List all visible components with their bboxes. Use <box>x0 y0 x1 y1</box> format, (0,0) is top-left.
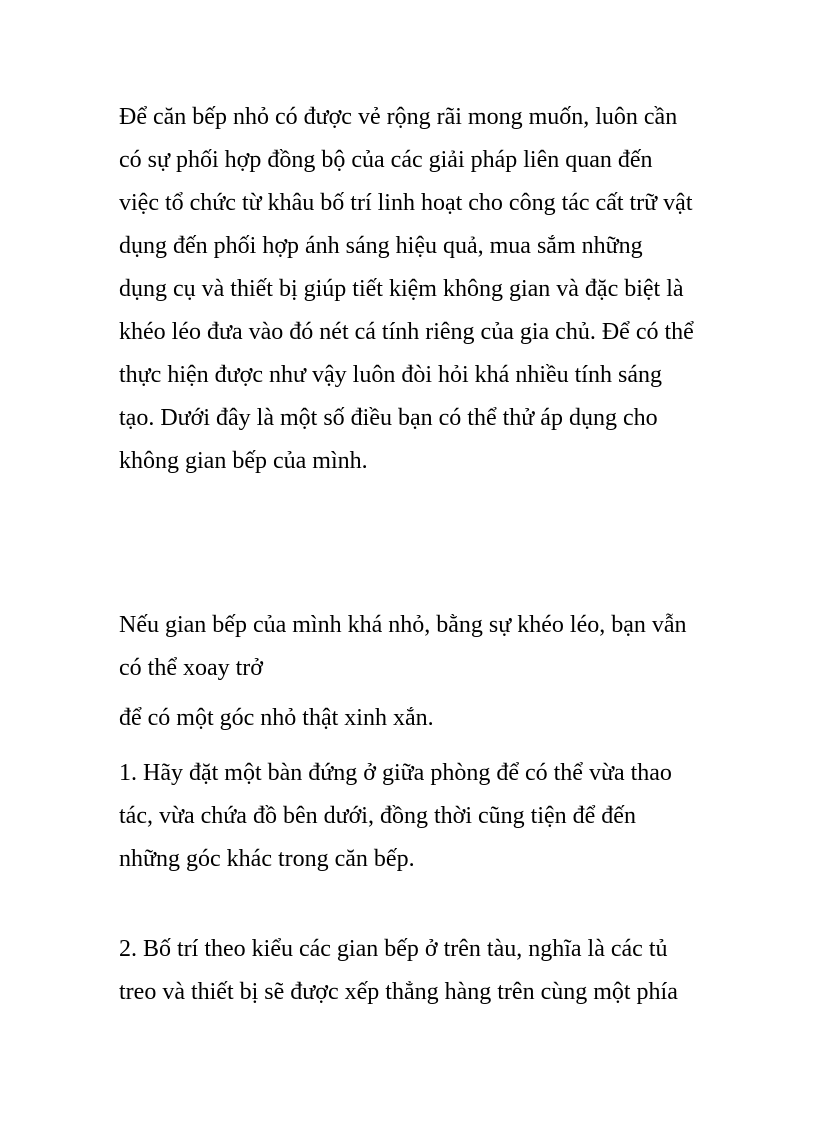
text-line: những góc khác trong căn bếp. <box>119 846 415 872</box>
text-line: treo và thiết bị sẽ được xếp thẳng hàng trên cùng một phía <box>119 979 678 1005</box>
text-line: không gian bếp của mình. <box>119 448 368 474</box>
text-line: thực hiện được như vậy luôn đòi hỏi khá nhiều tính sáng <box>119 362 662 388</box>
text-line: có sự phối hợp đồng bộ của các giải pháp liên quan đến <box>119 147 653 173</box>
text-line: tạo. Dưới đây là một số điều bạn có thể thử áp dụng cho <box>119 405 658 431</box>
text-line: 1. Hãy đặt một bàn đứng ở giữa phòng để có thể vừa thao <box>119 760 672 786</box>
text-line: để có một góc nhỏ thật xinh xắn. <box>119 705 434 731</box>
text-line: Để căn bếp nhỏ có được vẻ rộng rãi mong muốn, luôn cần <box>119 104 678 130</box>
text-line: dụng đến phối hợp ánh sáng hiệu quả, mua sắm những <box>119 233 643 259</box>
text-line: khéo léo đưa vào đó nét cá tính riêng của gia chủ. Để có thể <box>119 319 694 345</box>
text-line: dụng cụ và thiết bị giúp tiết kiệm không gian và đặc biệt là <box>119 276 684 302</box>
text-line: tác, vừa chứa đồ bên dưới, đồng thời cũng tiện để đến <box>119 803 636 829</box>
text-line: 2. Bố trí theo kiểu các gian bếp ở trên tàu, nghĩa là các tủ <box>119 936 668 962</box>
text-line: việc tổ chức từ khâu bố trí linh hoạt cho công tác cất trữ vật <box>119 190 693 216</box>
text-line: có thể xoay trở <box>119 655 263 681</box>
text-line: Nếu gian bếp của mình khá nhỏ, bằng sự khéo léo, bạn vẫn <box>119 612 687 638</box>
